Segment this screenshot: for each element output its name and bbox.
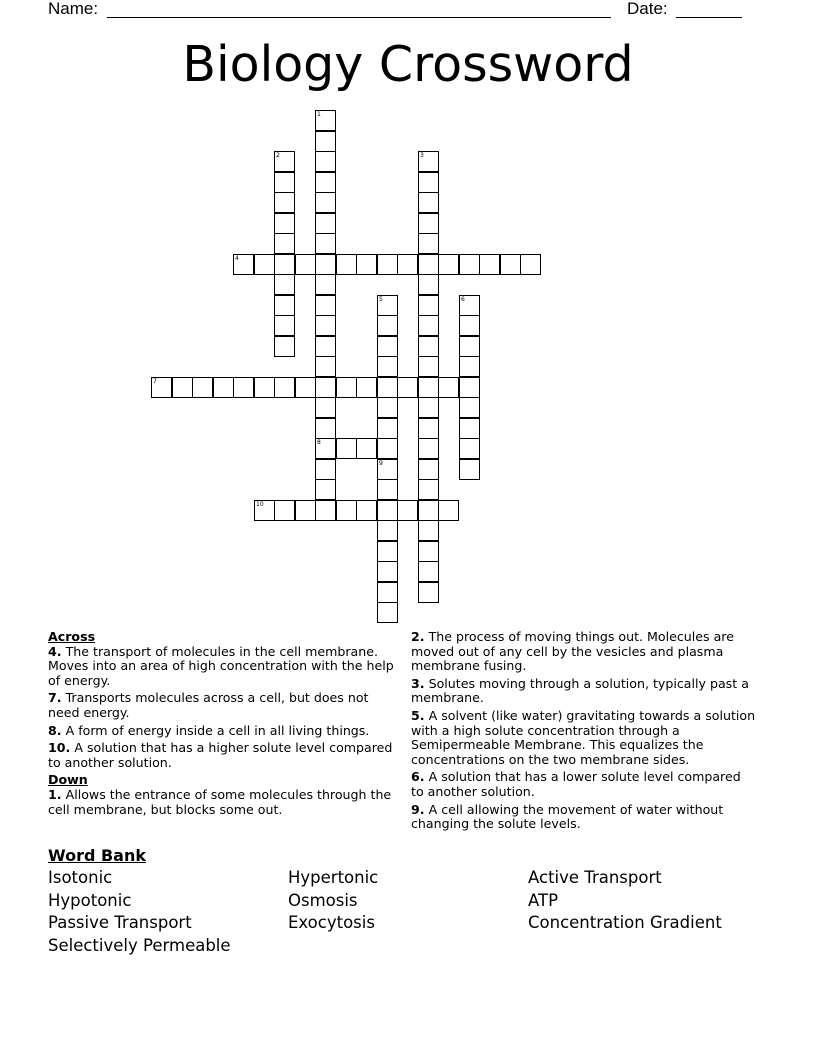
crossword-cell[interactable] bbox=[418, 315, 439, 336]
crossword-cell[interactable] bbox=[418, 213, 439, 234]
word-bank-column-1 bbox=[48, 867, 231, 957]
clue-text: A solution that has a lower solute level compared to another solution. bbox=[411, 769, 741, 799]
word-bank-term: Hypertonic bbox=[288, 868, 379, 887]
crossword-cell[interactable] bbox=[418, 151, 439, 172]
crossword-cell[interactable] bbox=[315, 131, 336, 152]
crossword-cell[interactable] bbox=[336, 377, 357, 398]
crossword-cell[interactable] bbox=[315, 110, 336, 131]
crossword-cell[interactable] bbox=[377, 315, 398, 336]
crossword-cell[interactable] bbox=[377, 418, 398, 439]
crossword-cell[interactable] bbox=[356, 438, 377, 459]
clue-text: The transport of molecules in the cell membrane. Moves into an area of high concentration with the help of energy. bbox=[48, 643, 394, 688]
clue-item bbox=[411, 709, 756, 767]
crossword-cell[interactable] bbox=[418, 356, 439, 377]
clue-number: 10 bbox=[256, 501, 264, 508]
date-label: Date: bbox=[627, 0, 668, 18]
clue-item bbox=[48, 645, 400, 689]
crossword-cell[interactable] bbox=[459, 336, 480, 357]
crossword-cell[interactable] bbox=[377, 336, 398, 357]
crossword-cell[interactable] bbox=[418, 418, 439, 439]
crossword-cell[interactable] bbox=[377, 356, 398, 377]
crossword-cell[interactable] bbox=[336, 254, 357, 275]
crossword-cell[interactable] bbox=[274, 151, 295, 172]
clue-text: Solutes moving through a solution, typically past a membrane. bbox=[411, 675, 749, 706]
name-line[interactable] bbox=[107, 3, 611, 18]
crossword-cell[interactable] bbox=[377, 561, 398, 582]
word-bank-term: Isotonic bbox=[48, 868, 113, 887]
clue-text: A form of energy inside a cell in all living things. bbox=[65, 722, 370, 738]
crossword-cell[interactable] bbox=[315, 336, 336, 357]
crossword-cell[interactable] bbox=[520, 254, 541, 275]
clue-num: 7. bbox=[48, 690, 62, 706]
crossword-cell[interactable] bbox=[479, 254, 500, 275]
clue-item bbox=[48, 724, 400, 739]
clues-left-column bbox=[48, 630, 400, 820]
crossword-cell[interactable] bbox=[377, 541, 398, 562]
crossword-cell[interactable] bbox=[274, 254, 295, 275]
crossword-cell[interactable] bbox=[315, 233, 336, 254]
crossword-cell[interactable] bbox=[377, 397, 398, 418]
crossword-cell[interactable] bbox=[233, 254, 254, 275]
word-bank-column-2 bbox=[288, 867, 378, 935]
clue-text: A cell allowing the movement of water without changing the solute levels. bbox=[411, 801, 724, 832]
crossword-cell[interactable] bbox=[438, 500, 459, 521]
crossword-cell[interactable] bbox=[274, 295, 295, 316]
clue-text: Transports molecules across a cell, but does not need energy. bbox=[48, 690, 369, 720]
clue-num: 4. bbox=[48, 643, 62, 659]
clue-number: 2 bbox=[276, 152, 280, 159]
crossword-cell[interactable] bbox=[274, 377, 295, 398]
crossword-cell[interactable] bbox=[459, 459, 480, 480]
crossword-cell[interactable] bbox=[418, 561, 439, 582]
word-bank-term: Passive Transport bbox=[48, 913, 192, 932]
crossword-cell[interactable] bbox=[377, 438, 398, 459]
clue-num: 3. bbox=[411, 675, 425, 691]
crossword-cell[interactable] bbox=[377, 479, 398, 500]
crossword-cell[interactable] bbox=[418, 459, 439, 480]
word-bank-heading: Word Bank bbox=[48, 846, 147, 865]
crossword-cell[interactable] bbox=[274, 315, 295, 336]
crossword-cell[interactable] bbox=[315, 172, 336, 193]
clue-text: A solvent (like water) gravitating towards a solution with a high solute concentration through a Semipermeable Membrane. This equalizes the concentrations on the two membrane sides. bbox=[411, 707, 756, 767]
crossword-cell[interactable] bbox=[172, 377, 193, 398]
crossword-cell[interactable] bbox=[418, 233, 439, 254]
clue-number: 6 bbox=[461, 296, 465, 303]
crossword-cell[interactable] bbox=[377, 602, 398, 623]
crossword-cell[interactable] bbox=[500, 254, 521, 275]
crossword-cell[interactable] bbox=[418, 172, 439, 193]
crossword-cell[interactable] bbox=[418, 295, 439, 316]
crossword-cell[interactable] bbox=[459, 356, 480, 377]
crossword-cell[interactable] bbox=[315, 274, 336, 295]
word-bank-term: Active Transport bbox=[528, 868, 662, 887]
page-title: Biology Crossword bbox=[182, 36, 634, 93]
clue-text: The process of moving things out. Molecules are moved out of any cell by the vesicles and plasma membrane fusing. bbox=[411, 629, 734, 674]
crossword-cell[interactable] bbox=[397, 500, 418, 521]
crossword-cell[interactable] bbox=[213, 377, 234, 398]
clue-number: 5 bbox=[379, 296, 383, 303]
word-bank-term: Selectively Permeable bbox=[48, 935, 231, 955]
date-line[interactable] bbox=[676, 3, 742, 18]
crossword-cell[interactable] bbox=[438, 254, 459, 275]
word-bank-term: Osmosis bbox=[288, 890, 358, 910]
across-clue-list bbox=[48, 645, 400, 771]
crossword-cell[interactable] bbox=[315, 151, 336, 172]
crossword-cell[interactable] bbox=[315, 356, 336, 377]
word-bank-term: Concentration Gradient bbox=[528, 913, 722, 932]
crossword-cell[interactable] bbox=[377, 254, 398, 275]
crossword-cell[interactable] bbox=[459, 418, 480, 439]
clue-num: 1. bbox=[48, 786, 62, 802]
crossword-cell[interactable] bbox=[418, 254, 439, 275]
clue-number: 7 bbox=[153, 378, 157, 385]
crossword-cell[interactable] bbox=[295, 500, 316, 521]
down-clue-list bbox=[48, 788, 400, 817]
crossword-cell[interactable] bbox=[377, 582, 398, 603]
crossword-cell[interactable] bbox=[377, 459, 398, 480]
down-clue-list-continued bbox=[411, 630, 756, 832]
clue-item bbox=[48, 788, 400, 817]
clues-right-column bbox=[411, 630, 756, 835]
crossword-cell[interactable] bbox=[315, 254, 336, 275]
clue-item bbox=[48, 741, 400, 770]
crossword-cell[interactable] bbox=[418, 500, 439, 521]
crossword-cell[interactable] bbox=[233, 377, 254, 398]
date-field bbox=[627, 0, 742, 18]
clue-num: 2. bbox=[411, 629, 425, 644]
word-bank-column-3 bbox=[528, 867, 722, 935]
crossword-cell[interactable] bbox=[274, 213, 295, 234]
crossword-cell[interactable] bbox=[315, 500, 336, 521]
name-field bbox=[48, 0, 611, 18]
crossword-cell[interactable] bbox=[377, 520, 398, 541]
crossword-cell[interactable] bbox=[274, 500, 295, 521]
clue-number: 4 bbox=[235, 255, 239, 262]
crossword-cell[interactable] bbox=[295, 254, 316, 275]
crossword-cell[interactable] bbox=[459, 397, 480, 418]
clue-number: 9 bbox=[379, 460, 383, 467]
word-bank-term: Hypotonic bbox=[48, 890, 132, 910]
clue-num: 8. bbox=[48, 722, 62, 738]
crossword-cell[interactable] bbox=[377, 295, 398, 316]
crossword-cell[interactable] bbox=[295, 377, 316, 398]
word-bank-term: Exocytosis bbox=[288, 913, 375, 932]
crossword-cell[interactable] bbox=[418, 520, 439, 541]
crossword-cell[interactable] bbox=[151, 377, 172, 398]
clue-num: 5. bbox=[411, 707, 425, 723]
crossword-cell[interactable] bbox=[315, 459, 336, 480]
crossword-cell[interactable] bbox=[356, 500, 377, 521]
clue-item bbox=[411, 770, 756, 799]
crossword-cell[interactable] bbox=[274, 274, 295, 295]
crossword-cell[interactable] bbox=[459, 315, 480, 336]
crossword-cell[interactable] bbox=[397, 254, 418, 275]
clue-number: 8 bbox=[317, 439, 321, 446]
crossword-cell[interactable] bbox=[418, 397, 439, 418]
across-heading: Across bbox=[48, 629, 96, 644]
crossword-cell[interactable] bbox=[315, 315, 336, 336]
crossword-cell[interactable] bbox=[274, 192, 295, 213]
crossword-cell[interactable] bbox=[254, 377, 275, 398]
crossword-cell[interactable] bbox=[315, 213, 336, 234]
down-heading: Down bbox=[48, 772, 88, 788]
name-label: Name: bbox=[48, 0, 99, 18]
crossword-cell[interactable] bbox=[459, 254, 480, 275]
crossword-cell[interactable] bbox=[438, 377, 459, 398]
crossword-cell[interactable] bbox=[459, 377, 480, 398]
clue-num: 6. bbox=[411, 769, 425, 785]
clue-num: 9. bbox=[411, 801, 425, 817]
crossword-cell[interactable] bbox=[418, 274, 439, 295]
crossword-cell[interactable] bbox=[192, 377, 213, 398]
clue-item bbox=[411, 630, 756, 674]
crossword-cell[interactable] bbox=[356, 254, 377, 275]
clue-text: Allows the entrance of some molecules through the cell membrane, but blocks some out. bbox=[48, 786, 392, 817]
crossword-cell[interactable] bbox=[274, 336, 295, 357]
crossword-cell[interactable] bbox=[315, 479, 336, 500]
crossword-cell[interactable] bbox=[315, 438, 336, 459]
crossword-cell[interactable] bbox=[418, 192, 439, 213]
clue-item bbox=[411, 677, 756, 706]
crossword-cell[interactable] bbox=[274, 233, 295, 254]
crossword-cell[interactable] bbox=[315, 397, 336, 418]
crossword-cell[interactable] bbox=[397, 377, 418, 398]
clue-number: 1 bbox=[317, 111, 321, 118]
crossword-cell[interactable] bbox=[418, 336, 439, 357]
crossword-cell[interactable] bbox=[418, 377, 439, 398]
crossword-cell[interactable] bbox=[356, 377, 377, 398]
crossword-cell[interactable] bbox=[274, 172, 295, 193]
crossword-cell[interactable] bbox=[315, 377, 336, 398]
crossword-cell[interactable] bbox=[336, 500, 357, 521]
crossword-cell[interactable] bbox=[418, 438, 439, 459]
crossword-cell[interactable] bbox=[459, 295, 480, 316]
crossword-cell[interactable] bbox=[377, 377, 398, 398]
crossword-cell[interactable] bbox=[418, 479, 439, 500]
clue-num: 10. bbox=[48, 740, 71, 756]
clue-item bbox=[48, 691, 400, 720]
clue-number: 3 bbox=[420, 152, 424, 159]
crossword-cell[interactable] bbox=[254, 500, 275, 521]
crossword-cell[interactable] bbox=[336, 438, 357, 459]
crossword-cell[interactable] bbox=[254, 254, 275, 275]
crossword-cell[interactable] bbox=[377, 500, 398, 521]
crossword-cell[interactable] bbox=[315, 295, 336, 316]
crossword-cell[interactable] bbox=[315, 418, 336, 439]
clue-text: A solution that has a higher solute level compared to another solution. bbox=[48, 740, 393, 770]
crossword-cell[interactable] bbox=[315, 192, 336, 213]
clue-item bbox=[411, 803, 756, 832]
crossword-cell[interactable] bbox=[459, 438, 480, 459]
word-bank-term: ATP bbox=[528, 890, 559, 910]
crossword-cell[interactable] bbox=[418, 541, 439, 562]
crossword-cell[interactable] bbox=[418, 582, 439, 603]
